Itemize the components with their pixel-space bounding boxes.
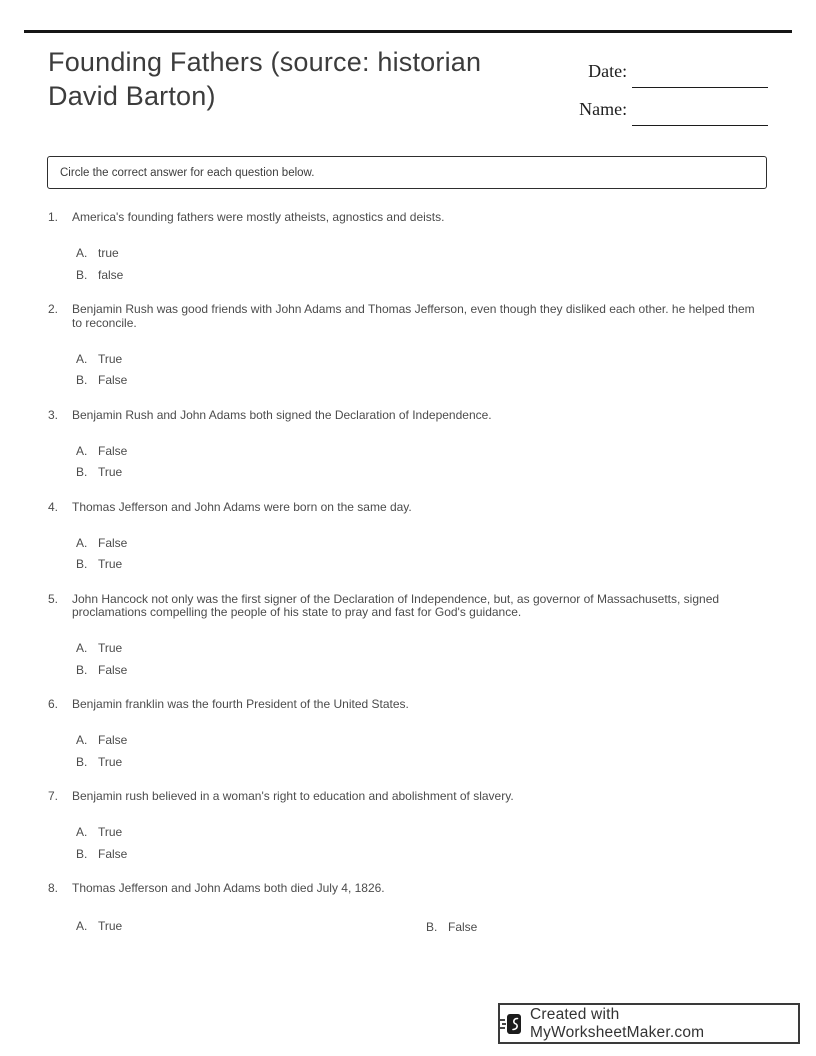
option-letter: A. xyxy=(76,733,88,747)
answer-option-a[interactable] xyxy=(72,444,764,466)
date-name-block xyxy=(570,50,768,126)
answer-options xyxy=(72,917,764,942)
option-letter: A. xyxy=(76,443,88,458)
option-text: True xyxy=(98,465,123,479)
option-text: false xyxy=(98,267,124,282)
answer-option-a[interactable] xyxy=(72,246,764,268)
option-text: False xyxy=(448,920,478,934)
answer-options xyxy=(72,352,764,395)
answer-option-b[interactable] xyxy=(72,755,764,777)
name-label: Name: xyxy=(579,99,628,119)
question-4 xyxy=(48,501,764,579)
question-number: 3. xyxy=(48,407,59,422)
question-list xyxy=(48,189,764,942)
question-8 xyxy=(48,882,764,942)
answer-option-a[interactable] xyxy=(72,733,764,755)
answer-option-a[interactable] xyxy=(72,352,764,374)
answer-option-b[interactable] xyxy=(72,465,764,487)
answer-option-b[interactable] xyxy=(72,557,764,579)
date-blank-line[interactable] xyxy=(632,78,768,88)
answer-option-a[interactable] xyxy=(72,919,122,941)
name-blank-line[interactable] xyxy=(632,116,768,126)
question-number: 5. xyxy=(48,591,59,606)
answer-option-a[interactable] xyxy=(72,536,764,558)
option-letter: B. xyxy=(76,373,88,387)
question-2 xyxy=(48,303,764,395)
option-letter: A. xyxy=(76,825,88,839)
answer-options xyxy=(72,444,764,487)
option-letter: B. xyxy=(76,465,88,479)
question-number: 7. xyxy=(48,789,59,803)
option-text: true xyxy=(98,246,119,260)
answer-options xyxy=(72,536,764,579)
option-letter: A. xyxy=(76,919,88,933)
instructions-box xyxy=(47,156,767,189)
name-row xyxy=(570,88,768,126)
question-3 xyxy=(48,409,764,487)
option-letter: A. xyxy=(76,641,88,655)
option-text: False xyxy=(98,846,128,861)
option-letter: A. xyxy=(76,535,88,550)
question-text: America's founding fathers were mostly atheists, agnostics and deists. xyxy=(72,210,445,224)
option-letter: B. xyxy=(76,267,88,282)
question-1 xyxy=(48,211,764,289)
instructions-text: Circle the correct answer for each question below. xyxy=(60,166,315,179)
answer-option-b[interactable] xyxy=(72,373,764,395)
question-number: 2. xyxy=(48,302,59,316)
answer-options xyxy=(72,825,764,868)
option-letter: B. xyxy=(76,754,88,769)
answer-option-a[interactable] xyxy=(72,825,764,847)
question-number: 4. xyxy=(48,499,59,514)
option-letter: A. xyxy=(76,351,88,366)
question-number: 6. xyxy=(48,697,59,711)
question-text: Benjamin rush believed in a woman's right to education and abolishment of slavery. xyxy=(72,789,514,803)
option-letter: B. xyxy=(426,920,438,934)
answer-option-a[interactable] xyxy=(72,641,764,663)
credit-badge[interactable] xyxy=(498,1003,800,1044)
question-text: Benjamin Rush and John Adams both signed the Declaration of Independence. xyxy=(72,407,492,422)
option-letter: A. xyxy=(76,246,88,260)
question-text: Benjamin franklin was the fourth President of the United States. xyxy=(72,697,409,711)
answer-option-b[interactable] xyxy=(72,268,764,290)
question-6 xyxy=(48,698,764,776)
option-letter: B. xyxy=(76,662,88,677)
date-row xyxy=(570,50,768,88)
answer-option-b[interactable] xyxy=(422,920,477,942)
answer-option-b[interactable] xyxy=(72,663,764,685)
answer-options xyxy=(72,641,764,684)
credit-text: Created with MyWorksheetMaker.com xyxy=(530,1005,705,1041)
question-5 xyxy=(48,593,764,685)
option-text: False xyxy=(98,535,128,550)
option-text: False xyxy=(98,662,128,677)
question-text: Thomas Jefferson and John Adams both died July 4, 1826. xyxy=(72,881,385,895)
option-text: True xyxy=(98,557,123,571)
option-text: True xyxy=(98,825,123,839)
question-number: 8. xyxy=(48,881,59,895)
option-text: True xyxy=(98,919,123,933)
option-letter: B. xyxy=(76,557,88,571)
answer-option-b[interactable] xyxy=(72,847,764,869)
page-title: Founding Fathers (source: historian David Barton) xyxy=(48,47,482,111)
question-text: Benjamin Rush was good friends with John Adams and Thomas Jefferson, even though they disliked each other. he helped them to reconcile. xyxy=(72,302,755,330)
option-text: False xyxy=(98,443,128,458)
option-text: False xyxy=(98,733,128,747)
question-7 xyxy=(48,790,764,868)
question-text: Thomas Jefferson and John Adams were born on the same day. xyxy=(72,499,412,514)
option-text: True xyxy=(98,351,123,366)
date-label: Date: xyxy=(588,61,628,81)
option-letter: B. xyxy=(76,846,88,861)
answer-options xyxy=(72,733,764,776)
question-text: John Hancock not only was the first signer of the Declaration of Independence, but, as governor of Massachusetts, signed proclamations compelling the people of his state to pray and fast for God's guidance. xyxy=(72,591,720,619)
myworksheetmaker-logo-icon xyxy=(500,1012,522,1036)
option-text: True xyxy=(98,641,123,655)
question-number: 1. xyxy=(48,210,59,224)
option-text: False xyxy=(98,373,128,387)
answer-options xyxy=(72,246,764,289)
option-text: True xyxy=(98,754,123,769)
header-rule xyxy=(24,30,792,33)
